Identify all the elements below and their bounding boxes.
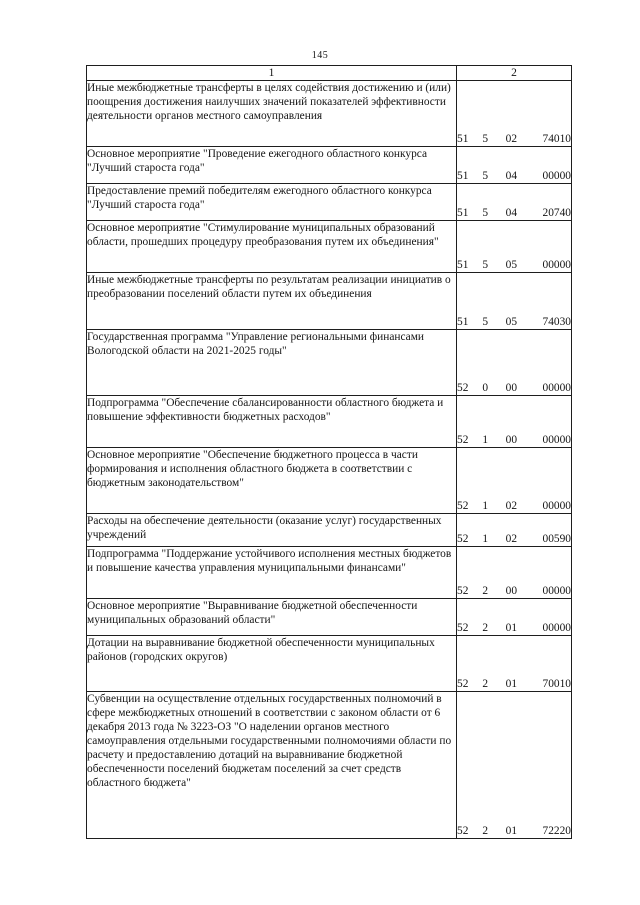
code-part-4: 74010 — [542, 133, 571, 145]
code-part-3: 05 — [505, 259, 518, 271]
code-part-1: 51 — [457, 259, 469, 271]
row-code — [457, 692, 572, 839]
code-part-1: 52 — [457, 825, 469, 837]
column-header-2: 2 — [457, 66, 572, 81]
code-part-2: 5 — [482, 259, 489, 271]
code-part-4: 00000 — [542, 170, 571, 182]
row-name: Предоставление премий победителям ежегодного областного конкурса "Лучший староста года" — [87, 184, 457, 221]
code-part-4: 00000 — [542, 259, 571, 271]
table-row — [87, 330, 572, 396]
row-name: Дотации на выравнивание бюджетной обеспеченности муниципальных районов (городских округов) — [87, 636, 457, 692]
row-name: Расходы на обеспечение деятельности (оказание услуг) государственных учреждений — [87, 514, 457, 547]
code-part-2: 0 — [482, 382, 489, 394]
code-part-4: 72220 — [542, 825, 571, 837]
table-row — [87, 599, 572, 636]
code-part-3: 02 — [505, 533, 518, 545]
row-name: Подпрограмма "Обеспечение сбалансированности областного бюджета и повышение эффективности бюджетных расходов" — [87, 396, 457, 448]
row-name: Основное мероприятие "Выравнивание бюджетной обеспеченности муниципальных образований области" — [87, 599, 457, 636]
code-part-4: 00000 — [542, 585, 571, 597]
table-row — [87, 221, 572, 273]
row-name: Основное мероприятие "Обеспечение бюджетного процесса в части формирования и исполнения областного бюджета в соответствии с бюджетным законодательством" — [87, 448, 457, 514]
code-part-1: 51 — [457, 170, 469, 182]
code-part-2: 1 — [482, 500, 489, 512]
row-name: Основное мероприятие "Проведение ежегодного областного конкурса "Лучший староста года" — [87, 147, 457, 184]
code-part-4: 00590 — [542, 533, 571, 545]
table-row — [87, 636, 572, 692]
code-part-3: 01 — [505, 622, 518, 634]
code-part-3: 04 — [505, 170, 518, 182]
row-name: Подпрограмма "Поддержание устойчивого исполнения местных бюджетов и повышение качества управления муниципальными финансами" — [87, 547, 457, 599]
row-name: Субвенции на осуществление отдельных государственных полномочий в сфере межбюджетных отношений в соответствии с законом области от 6 декабря 2013 года № 3223-ОЗ "О наделении органов местного самоуправления отдельными государственными полномочиями области по расчету и предоставлению дотаций на выравнивание бюджетной обеспеченности поселений бюджетам поселений за счет средств областного бюджета" — [87, 692, 457, 839]
code-part-1: 52 — [457, 622, 469, 634]
code-part-4: 74030 — [542, 316, 571, 328]
code-part-1: 52 — [457, 434, 469, 446]
code-part-2: 2 — [482, 585, 489, 597]
budget-table — [86, 65, 572, 839]
code-part-3: 02 — [505, 133, 518, 145]
row-code — [457, 599, 572, 636]
table-row — [87, 273, 572, 330]
code-part-3: 00 — [505, 382, 518, 394]
table-row — [87, 692, 572, 839]
row-name: Иные межбюджетные трансферты по результатам реализации инициатив о преобразовании поселений области путем их объединения — [87, 273, 457, 330]
row-code — [457, 184, 572, 221]
row-code — [457, 81, 572, 147]
code-part-1: 52 — [457, 533, 469, 545]
row-code — [457, 448, 572, 514]
code-part-2: 2 — [482, 622, 489, 634]
code-part-2: 5 — [482, 207, 489, 219]
code-part-4: 20740 — [542, 207, 571, 219]
table-header-row — [87, 66, 572, 81]
code-part-4: 00000 — [542, 622, 571, 634]
code-part-1: 52 — [457, 585, 469, 597]
code-part-3: 01 — [505, 825, 518, 837]
row-code — [457, 330, 572, 396]
code-part-3: 02 — [505, 500, 518, 512]
table-row — [87, 147, 572, 184]
row-code — [457, 636, 572, 692]
code-part-1: 52 — [457, 382, 469, 394]
code-part-2: 1 — [482, 434, 489, 446]
table-row — [87, 448, 572, 514]
code-part-1: 51 — [457, 316, 469, 328]
code-part-4: 00000 — [542, 500, 571, 512]
code-part-2: 5 — [482, 170, 489, 182]
code-part-1: 51 — [457, 207, 469, 219]
code-part-1: 52 — [457, 500, 469, 512]
row-code — [457, 547, 572, 599]
row-code — [457, 514, 572, 547]
page-number: 145 — [311, 50, 329, 61]
code-part-3: 04 — [505, 207, 518, 219]
code-part-2: 1 — [482, 533, 489, 545]
code-part-3: 00 — [505, 434, 518, 446]
table-row — [87, 81, 572, 147]
code-part-1: 51 — [457, 133, 469, 145]
table-row — [87, 547, 572, 599]
code-part-3: 00 — [505, 585, 518, 597]
row-code — [457, 221, 572, 273]
code-part-1: 52 — [457, 678, 469, 690]
table-row — [87, 184, 572, 221]
column-header-1: 1 — [87, 66, 457, 81]
table-row — [87, 396, 572, 448]
table-row — [87, 514, 572, 547]
code-part-2: 2 — [482, 825, 489, 837]
code-part-2: 5 — [482, 316, 489, 328]
code-part-3: 01 — [505, 678, 518, 690]
row-code — [457, 273, 572, 330]
row-name: Государственная программа "Управление региональными финансами Вологодской области на 2021-2025 годы" — [87, 330, 457, 396]
row-name: Основное мероприятие "Стимулирование муниципальных образований области, прошедших процедуру преобразования путем их объединения" — [87, 221, 457, 273]
code-part-4: 00000 — [542, 434, 571, 446]
code-part-2: 2 — [482, 678, 489, 690]
row-code — [457, 396, 572, 448]
code-part-4: 70010 — [542, 678, 571, 690]
code-part-2: 5 — [482, 133, 489, 145]
code-part-4: 00000 — [542, 382, 571, 394]
row-code — [457, 147, 572, 184]
code-part-3: 05 — [505, 316, 518, 328]
row-name: Иные межбюджетные трансферты в целях содействия достижению и (или) поощрения достижения наилучших значений показателей эффективности деятельности органов местного самоуправления — [87, 81, 457, 147]
